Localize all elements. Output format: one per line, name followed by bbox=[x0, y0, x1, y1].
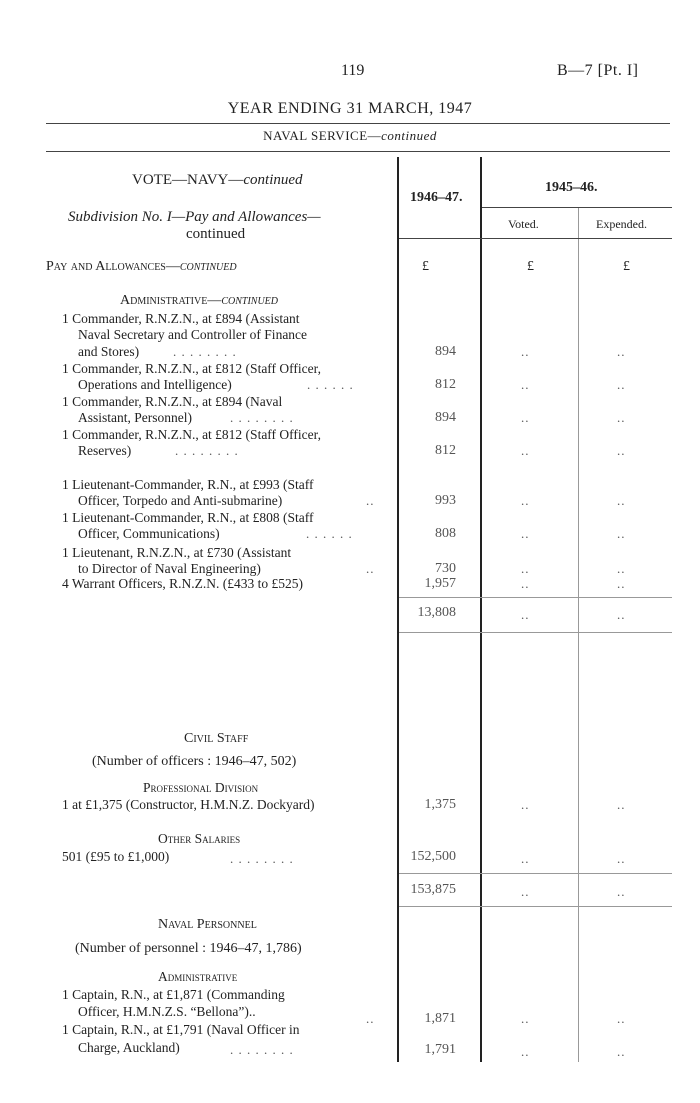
other-salaries-amount: 152,500 bbox=[410, 849, 456, 864]
voted-dots: .. bbox=[521, 1044, 530, 1059]
header-rule-2 bbox=[46, 151, 670, 152]
leader-dots: . . . . . . . . bbox=[230, 851, 294, 866]
service-title bbox=[0, 128, 700, 144]
administrative-cont: continued bbox=[221, 293, 279, 308]
leader-dots: .. bbox=[366, 493, 375, 508]
personnel-item-1-line-1: 1 Captain, R.N., at £1,871 (Commanding bbox=[62, 987, 285, 1002]
vote-cont: continued bbox=[243, 172, 303, 188]
admin-item-7-line-1: 1 Lieutenant, R.N.Z.N., at £730 (Assistant bbox=[62, 545, 292, 560]
administrative-heading bbox=[120, 293, 278, 309]
civil-total: 153,875 bbox=[410, 882, 456, 897]
admin-item-5-line-1: 1 Lieutenant-Commander, R.N., at £993 (Staff bbox=[62, 477, 314, 492]
voted-dots: .. bbox=[521, 884, 530, 899]
col-expended: Expended. bbox=[596, 217, 647, 231]
professional-division-heading: Professional Division bbox=[143, 780, 259, 795]
professional-item: 1 at £1,375 (Constructor, H.M.N.Z. Dockyard) bbox=[62, 797, 315, 812]
currency-voted: £ bbox=[527, 259, 534, 274]
admin-item-5-amount: 993 bbox=[435, 493, 456, 508]
admin-item-3-line-2: Assistant, Personnel) bbox=[78, 410, 192, 425]
expended-dots: .. bbox=[617, 576, 626, 591]
pay-cont: continued bbox=[179, 259, 237, 274]
admin-item-1-line-3: and Stores) bbox=[78, 344, 140, 359]
civil-staff-heading: Civil Staff bbox=[184, 731, 249, 746]
admin-item-3-line-1: 1 Commander, R.N.Z.N., at £894 (Naval bbox=[62, 394, 283, 409]
service-title-cont: continued bbox=[381, 128, 437, 143]
vote-main: VOTE—NAVY— bbox=[132, 172, 244, 188]
subdivision-cont: continued bbox=[186, 226, 246, 242]
column-rule-voted bbox=[480, 157, 482, 1062]
admin-item-1-line-2: Naval Secretary and Controller of Finance bbox=[78, 327, 308, 342]
admin-item-4-amount: 812 bbox=[435, 443, 456, 458]
personnel-item-2-line-2: Charge, Auckland) bbox=[78, 1040, 180, 1055]
admin-item-6-line-2: Officer, Communications) bbox=[78, 526, 220, 541]
admin-item-2-amount: 812 bbox=[435, 377, 456, 392]
professional-amount: 1,375 bbox=[424, 797, 456, 812]
voted-dots: .. bbox=[521, 797, 530, 812]
document-reference: B—7 [Pt. I] bbox=[557, 62, 639, 79]
expended-dots: .. bbox=[617, 493, 626, 508]
col-voted: Voted. bbox=[508, 217, 539, 231]
administrative-main: Administrative— bbox=[120, 293, 222, 308]
expended-dots: .. bbox=[617, 344, 626, 359]
personnel-note: (Number of personnel : 1946–47, 1,786) bbox=[75, 941, 302, 956]
admin-item-8-line-1: 4 Warrant Officers, R.N.Z.N. (£433 to £525) bbox=[62, 576, 303, 591]
naval-personnel-heading: Naval Personnel bbox=[158, 917, 257, 932]
expended-dots: .. bbox=[617, 526, 626, 541]
subheader-rule bbox=[482, 207, 672, 208]
civil-officers-note: (Number of officers : 1946–47, 502) bbox=[92, 754, 297, 769]
leader-dots: . . . . . . . . bbox=[230, 1042, 294, 1057]
admin-item-4-line-2: Reserves) bbox=[78, 443, 132, 458]
admin-item-8-amount: 1,957 bbox=[424, 576, 456, 591]
leader-dots: . . . . . . . . bbox=[173, 344, 237, 359]
header-rule bbox=[46, 123, 670, 124]
civil-total-rule-bottom bbox=[399, 906, 672, 907]
admin-item-6-line-1: 1 Lieutenant-Commander, R.N., at £808 (Staff bbox=[62, 510, 314, 525]
personnel-item-1-amount: 1,871 bbox=[424, 1011, 456, 1026]
admin-item-2-line-2: Operations and Intelligence) bbox=[78, 377, 232, 392]
voted-dots: .. bbox=[521, 443, 530, 458]
expended-dots: .. bbox=[617, 1011, 626, 1026]
admin-item-3-amount: 894 bbox=[435, 410, 456, 425]
pay-heading bbox=[46, 259, 237, 275]
voted-dots: .. bbox=[521, 576, 530, 591]
expended-dots: .. bbox=[617, 443, 626, 458]
service-title-main: NAVAL SERVICE— bbox=[263, 128, 382, 143]
leader-dots: . . . . . . bbox=[307, 377, 354, 392]
leader-dots: . . . . . . . . bbox=[230, 410, 294, 425]
other-salaries-heading: Other Salaries bbox=[158, 831, 241, 846]
col-1946-47: 1946–47. bbox=[410, 190, 463, 205]
admin-item-6-amount: 808 bbox=[435, 526, 456, 541]
expended-dots: .. bbox=[617, 851, 626, 866]
admin-total-rule-bottom bbox=[399, 632, 672, 633]
civil-total-rule-top bbox=[399, 873, 672, 874]
voted-dots: .. bbox=[521, 410, 530, 425]
leader-dots: .. bbox=[366, 561, 375, 576]
personnel-item-1-line-2: Officer, H.M.N.Z.S. “Bellona”).. bbox=[78, 1004, 256, 1019]
admin-item-4-line-1: 1 Commander, R.N.Z.N., at £812 (Staff Officer, bbox=[62, 427, 321, 442]
subdivision-heading: Subdivision No. I—Pay and Allowances— bbox=[68, 209, 321, 225]
leader-dots: . . . . . . . . bbox=[175, 443, 239, 458]
voted-dots: .. bbox=[521, 377, 530, 392]
voted-dots: .. bbox=[521, 344, 530, 359]
admin-total-rule-top bbox=[399, 597, 672, 598]
personnel-admin-heading: Administrative bbox=[158, 969, 238, 984]
admin-item-7-amount: 730 bbox=[435, 561, 456, 576]
leader-dots: . . . . . . bbox=[306, 526, 353, 541]
other-salaries-item: 501 (£95 to £1,000) bbox=[62, 849, 170, 864]
expended-dots: .. bbox=[617, 1044, 626, 1059]
voted-dots: .. bbox=[521, 607, 530, 622]
column-rule-expended bbox=[578, 208, 579, 1062]
voted-dots: .. bbox=[521, 493, 530, 508]
currency-expended: £ bbox=[623, 259, 630, 274]
page-number: 119 bbox=[341, 62, 365, 79]
voted-dots: .. bbox=[521, 851, 530, 866]
expended-dots: .. bbox=[617, 561, 626, 576]
admin-item-5-line-2: Officer, Torpedo and Anti-submarine) bbox=[78, 493, 283, 508]
admin-item-7-line-2: to Director of Naval Engineering) bbox=[78, 561, 261, 576]
admin-item-1-line-1: 1 Commander, R.N.Z.N., at £894 (Assistant bbox=[62, 311, 300, 326]
personnel-item-2-amount: 1,791 bbox=[424, 1042, 456, 1057]
expended-dots: .. bbox=[617, 607, 626, 622]
admin-item-2-line-1: 1 Commander, R.N.Z.N., at £812 (Staff Officer, bbox=[62, 361, 321, 376]
expended-dots: .. bbox=[617, 377, 626, 392]
voted-dots: .. bbox=[521, 561, 530, 576]
pay-main: Pay and Allowances— bbox=[46, 259, 180, 274]
voted-dots: .. bbox=[521, 1011, 530, 1026]
year-title: YEAR ENDING 31 MARCH, 1947 bbox=[227, 100, 473, 117]
admin-total: 13,808 bbox=[417, 605, 456, 620]
expended-dots: .. bbox=[617, 410, 626, 425]
columns-header-bottom bbox=[399, 238, 672, 239]
currency-1946: £ bbox=[422, 259, 429, 274]
expended-dots: .. bbox=[617, 884, 626, 899]
personnel-item-2-line-1: 1 Captain, R.N., at £1,791 (Naval Officer in bbox=[62, 1022, 300, 1037]
voted-dots: .. bbox=[521, 526, 530, 541]
leader-dots: .. bbox=[366, 1011, 375, 1026]
col-1945-46: 1945–46. bbox=[545, 180, 598, 195]
admin-item-1-amount: 894 bbox=[435, 344, 456, 359]
expended-dots: .. bbox=[617, 797, 626, 812]
vote-heading bbox=[132, 172, 303, 189]
